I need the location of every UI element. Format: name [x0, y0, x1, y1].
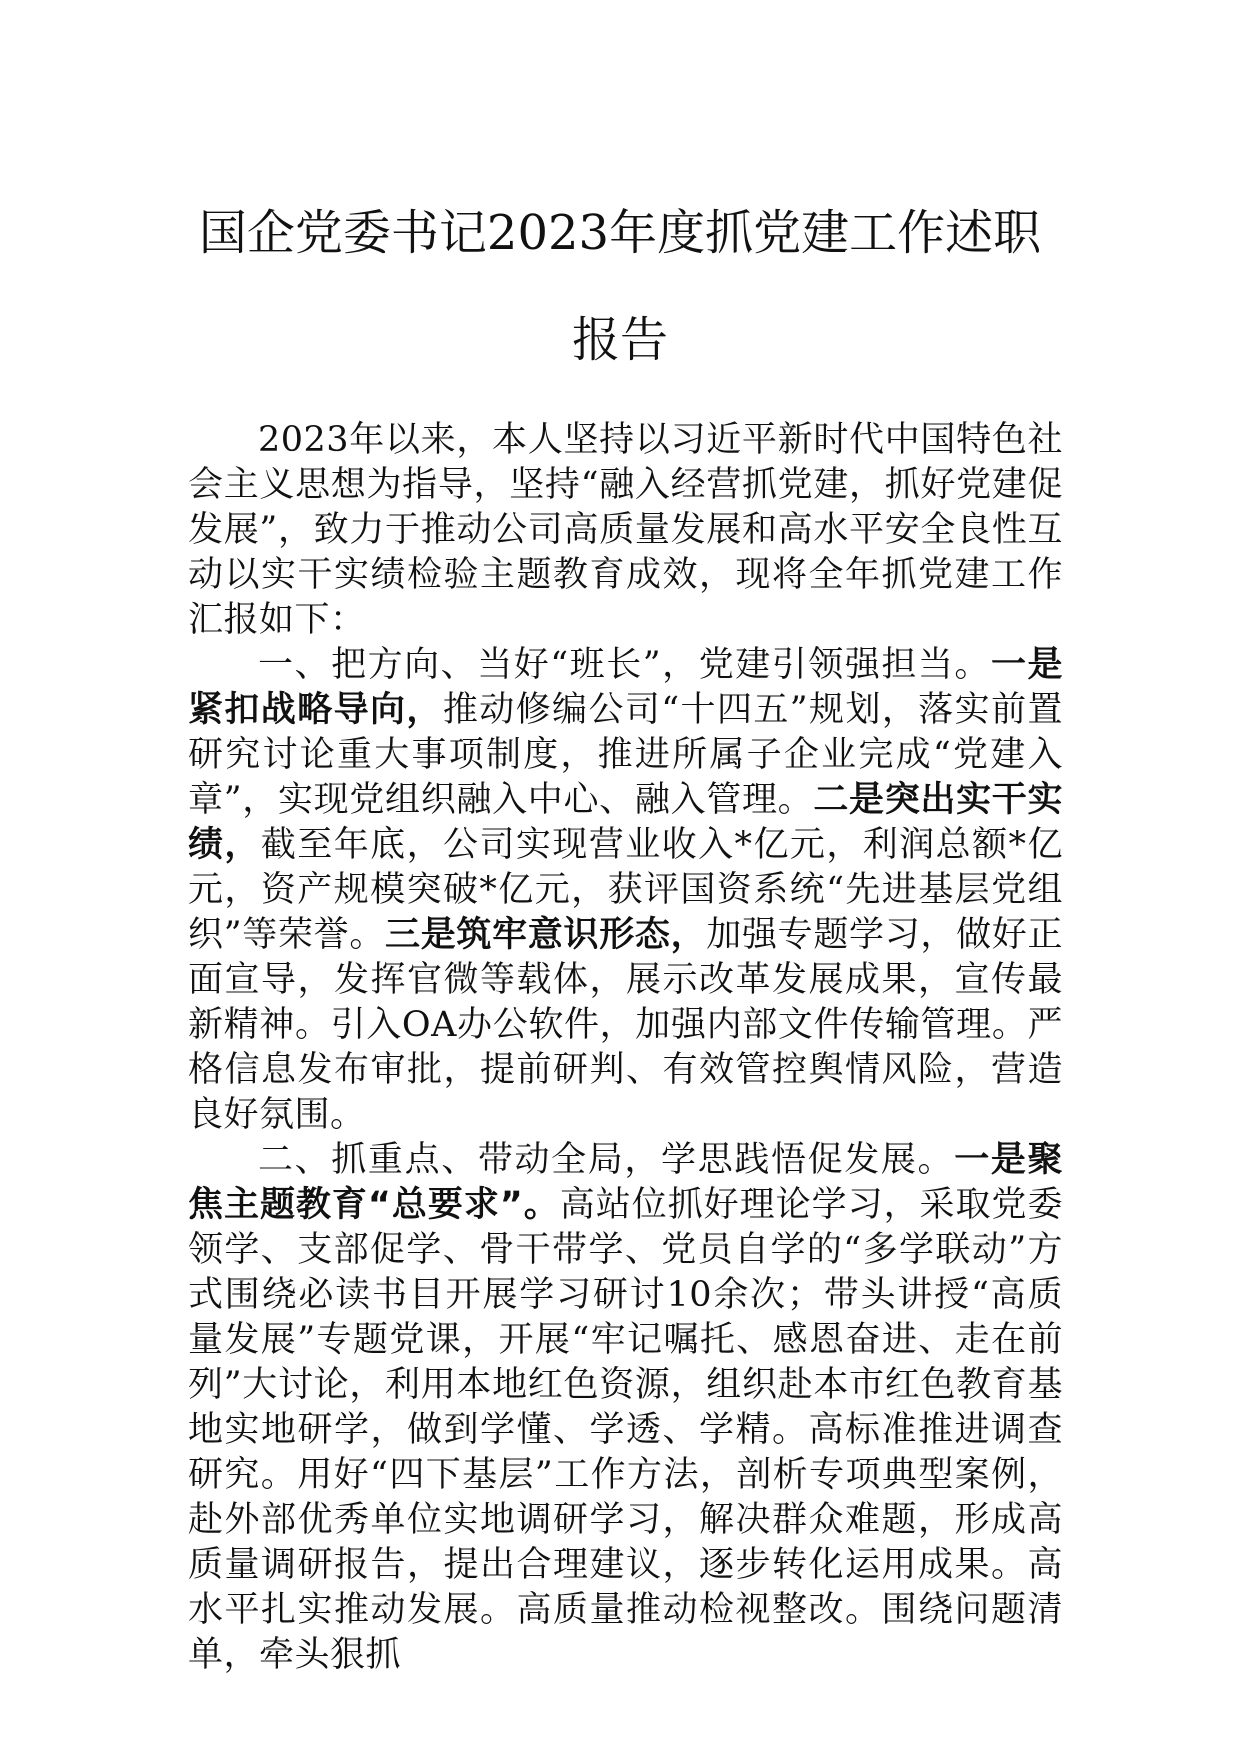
- document-title: 国企党委书记2023年度抓党建工作述职报告: [198, 205, 1042, 368]
- paragraph-text: 加强专题学习，做好正面宣导，发挥官微等载体，展示改革发展成果，宣传最新精神。引入OA办公软件，加强内部文件传输管理。严格信息发布审批，提前研判、有效管控舆情风险，营造良好氛围。: [188, 915, 1063, 1135]
- section-heading: 一、把方向、当好“班长”，党建引领强担当。: [258, 645, 991, 685]
- paragraph-text: 高站位抓好理论学习，采取党委领学、支部促学、骨干带学、党员自学的“多学联动”方式围绕必读书目开展学习研讨10余次；带头讲授“高质量发展”专题党课，开展“牢记嘱托、感恩奋进、走在前列”大讨论，利用本地红色资源，组织赴本市红色教育基地实地研学，做到学懂、学透、学精。高标准推进调查研究。用好“四下基层”工作方法，剖析专项典型案例，赴外部优秀单位实地调研学习，解决群众难题，形成高质量调研报告，提出合理建议，逐步转化运用成果。高水平扎实推动发展。高质量推动检视整改。围绕问题清单，牵头狠抓: [188, 1185, 1063, 1675]
- paragraph-text: 截至年底，公司实现营业收入*亿元，利润总额*亿元，资产规模突破*亿元，获评国资系统“先进基层党组织”等荣誉。: [188, 825, 1063, 955]
- document-body: [188, 418, 1063, 1678]
- bold-point-one: 一是聚焦主题教育“总要求”。: [188, 1140, 1063, 1225]
- paragraph-section-two: [188, 1138, 1063, 1678]
- bold-point-three: 三是筑牢意识形态，: [385, 915, 707, 955]
- section-heading: 二、抓重点、带动全局，学思践悟促发展。: [258, 1140, 955, 1180]
- paragraph-text: 2023年以来，本人坚持以习近平新时代中国特色社会主义思想为指导，坚持“融入经营抓党建，抓好党建促发展”，致力于推动公司高质量发展和高水平安全良性互动以实干实绩检验主题教育成效，现将全年抓党建工作汇报如下：: [188, 420, 1063, 640]
- bold-point-two: 二是突出实干实绩，: [188, 780, 1063, 865]
- paragraph-text: 推动修编公司“十四五”规划，落实前置研究讨论重大事项制度，推进所属子企业完成“党建入章”，实现党组织融入中心、融入管理。: [188, 690, 1063, 820]
- paragraph-section-one: [188, 643, 1063, 1138]
- bold-point-one: 一是紧扣战略导向，: [188, 645, 1063, 730]
- paragraph-intro: [188, 418, 1063, 643]
